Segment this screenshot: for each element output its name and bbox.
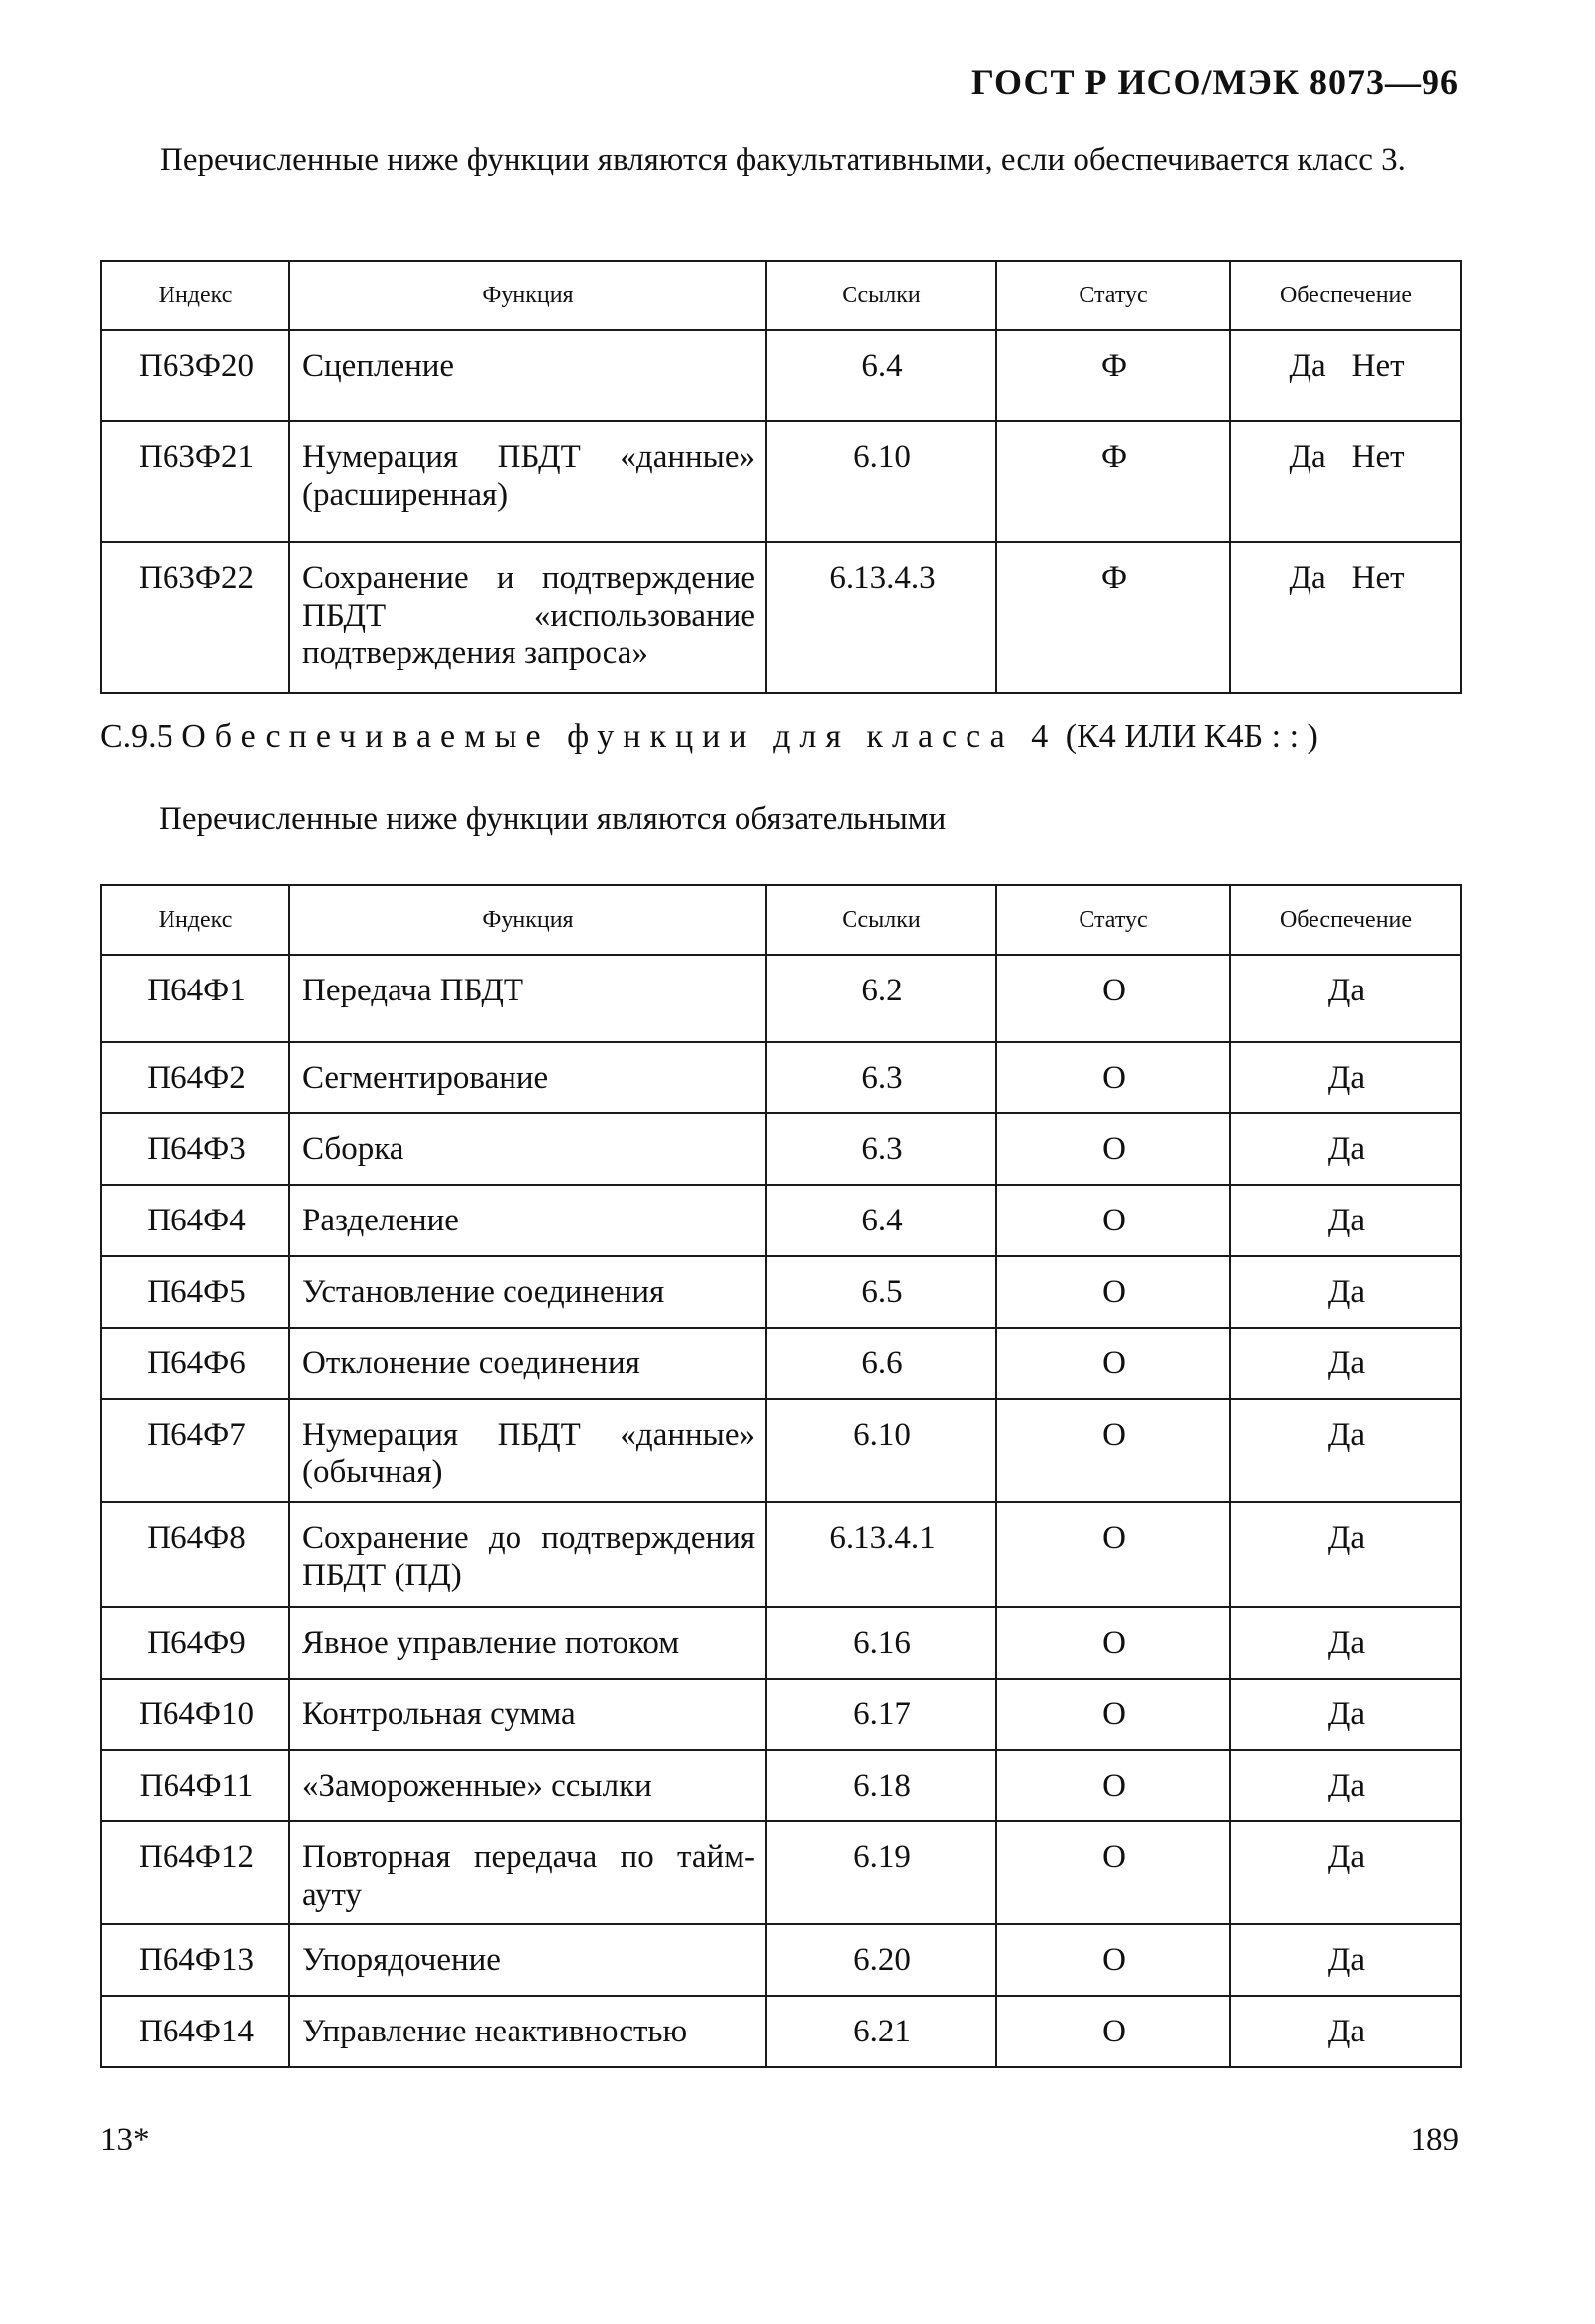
cell-index: П64Ф13 (101, 1924, 289, 1996)
cell-index: П64Ф9 (101, 1607, 289, 1679)
cell-function: Управление неактивностью (289, 1996, 766, 2067)
section-heading-c95 (100, 716, 1460, 757)
cell-status: Ф (996, 542, 1230, 693)
col-header-refs: Ссылки (766, 261, 996, 330)
cell-function: Нумерация ПБДТ «данные» (расширенная) (289, 421, 766, 542)
section-number: С.9.5 (100, 718, 173, 755)
cell-index: П64Ф4 (101, 1185, 289, 1256)
table-class3-optional (100, 260, 1462, 694)
cell-function: Сохранение до подтверждения ПБДТ (ПД) (289, 1502, 766, 1607)
page-header-title: ГОСТ Р ИСО/МЭК 8073—96 (971, 62, 1459, 102)
table-row (101, 1113, 1461, 1185)
cell-index: П64Ф2 (101, 1042, 289, 1113)
cell-ref: 6.5 (766, 1256, 996, 1328)
cell-provision: Да (1230, 1750, 1461, 1821)
section-title-tail: (К4 ИЛИ К4Б : : ) (1065, 718, 1318, 755)
cell-ref: 6.13.4.1 (766, 1502, 996, 1607)
cell-ref: 6.10 (766, 1399, 996, 1502)
cell-index: П64Ф14 (101, 1996, 289, 2067)
provision-yes: Да (1289, 439, 1326, 475)
table-row (101, 1607, 1461, 1679)
col-header-refs: Ссылки (766, 885, 996, 955)
cell-function: Передача ПБДТ (289, 955, 766, 1042)
cell-status: Ф (996, 330, 1230, 421)
cell-status: О (996, 1042, 1230, 1113)
table-row (101, 330, 1461, 421)
cell-function: Повторная передача по тайм-ауту (289, 1821, 766, 1924)
cell-provision: Да (1230, 1256, 1461, 1328)
cell-provision: Да (1230, 1821, 1461, 1924)
cell-function: «Замороженные» ссылки (289, 1750, 766, 1821)
cell-status: О (996, 1996, 1230, 2067)
cell-provision: Да (1230, 1328, 1461, 1399)
cell-index: П64Ф1 (101, 955, 289, 1042)
cell-index: П64Ф6 (101, 1328, 289, 1399)
cell-index: П64Ф5 (101, 1256, 289, 1328)
provision-no: Нет (1351, 560, 1405, 596)
intro-text: Перечисленные ниже функции являются факультативными, если обеспечивается класс 3. (160, 142, 1406, 177)
table-header-row (101, 885, 1461, 955)
cell-status: О (996, 1607, 1230, 1679)
cell-ref: 6.6 (766, 1328, 996, 1399)
cell-status: О (996, 1256, 1230, 1328)
cell-provision (1230, 542, 1461, 693)
cell-function: Нумерация ПБДТ «данные» (обычная) (289, 1399, 766, 1502)
table-row (101, 1256, 1461, 1328)
cell-provision: Да (1230, 955, 1461, 1042)
col-header-function: Функция (289, 261, 766, 330)
table-row (101, 421, 1461, 542)
cell-status: О (996, 955, 1230, 1042)
cell-function: Явное управление потоком (289, 1607, 766, 1679)
cell-index: П63Ф20 (101, 330, 289, 421)
cell-status: О (996, 1185, 1230, 1256)
cell-function: Сегментирование (289, 1042, 766, 1113)
cell-ref: 6.10 (766, 421, 996, 542)
col-header-status: Статус (996, 885, 1230, 955)
provision-yes: Да (1289, 560, 1326, 596)
cell-ref: 6.18 (766, 1750, 996, 1821)
cell-provision: Да (1230, 1113, 1461, 1185)
footer-signature-mark: 13* (100, 2122, 150, 2157)
cell-index: П64Ф10 (101, 1679, 289, 1750)
table-class4-mandatory (100, 884, 1462, 2068)
intro-paragraph-class3 (100, 139, 1458, 180)
provision-yes: Да (1289, 348, 1326, 384)
cell-function: Упорядочение (289, 1924, 766, 1996)
table-row (101, 1502, 1461, 1607)
cell-status: О (996, 1750, 1230, 1821)
table-row (101, 1399, 1461, 1502)
cell-ref: 6.20 (766, 1924, 996, 1996)
cell-provision (1230, 421, 1461, 542)
cell-provision (1230, 330, 1461, 421)
table-row (101, 1750, 1461, 1821)
table-row (101, 542, 1461, 693)
cell-ref: 6.3 (766, 1042, 996, 1113)
cell-function: Разделение (289, 1185, 766, 1256)
col-header-provision: Обеспечение (1230, 885, 1461, 955)
cell-status: Ф (996, 421, 1230, 542)
cell-status: О (996, 1679, 1230, 1750)
cell-provision: Да (1230, 1042, 1461, 1113)
cell-provision: Да (1230, 1399, 1461, 1502)
cell-ref: 6.4 (766, 330, 996, 421)
cell-ref: 6.13.4.3 (766, 542, 996, 693)
cell-ref: 6.3 (766, 1113, 996, 1185)
table-row (101, 955, 1461, 1042)
table-row (101, 1821, 1461, 1924)
table-row (101, 1679, 1461, 1750)
cell-function: Контрольная сумма (289, 1679, 766, 1750)
col-header-status: Статус (996, 261, 1230, 330)
cell-index: П63Ф22 (101, 542, 289, 693)
cell-function: Отклонение соединения (289, 1328, 766, 1399)
cell-status: О (996, 1399, 1230, 1502)
cell-provision: Да (1230, 1996, 1461, 2067)
table-row (101, 1924, 1461, 1996)
cell-status: О (996, 1502, 1230, 1607)
table-row (101, 1996, 1461, 2067)
cell-ref: 6.17 (766, 1679, 996, 1750)
cell-provision: Да (1230, 1924, 1461, 1996)
cell-ref: 6.4 (766, 1185, 996, 1256)
section-title: Обеспечиваемые функции для класса 4 (181, 718, 1058, 755)
cell-ref: 6.16 (766, 1607, 996, 1679)
cell-index: П64Ф7 (101, 1399, 289, 1502)
table-row (101, 1328, 1461, 1399)
col-header-index: Индекс (101, 885, 289, 955)
col-header-function: Функция (289, 885, 766, 955)
cell-ref: 6.21 (766, 1996, 996, 2067)
col-header-index: Индекс (101, 261, 289, 330)
table-header-row (101, 261, 1461, 330)
cell-status: О (996, 1328, 1230, 1399)
cell-function: Сборка (289, 1113, 766, 1185)
cell-function: Сохранение и подтверждение ПБДТ «использование подтверждения запроса» (289, 542, 766, 693)
cell-status: О (996, 1113, 1230, 1185)
cell-index: П64Ф8 (101, 1502, 289, 1607)
cell-status: О (996, 1821, 1230, 1924)
cell-provision: Да (1230, 1502, 1461, 1607)
cell-provision: Да (1230, 1185, 1461, 1256)
section-intro: Перечисленные ниже функции являются обязательными (159, 801, 947, 837)
cell-provision: Да (1230, 1679, 1461, 1750)
cell-ref: 6.19 (766, 1821, 996, 1924)
table-row (101, 1042, 1461, 1113)
provision-no: Нет (1351, 439, 1405, 475)
table2-body (101, 955, 1461, 2067)
cell-index: П64Ф12 (101, 1821, 289, 1924)
page-number: 189 (1410, 2122, 1459, 2157)
cell-index: П64Ф11 (101, 1750, 289, 1821)
cell-index: П64Ф3 (101, 1113, 289, 1185)
cell-index: П63Ф21 (101, 421, 289, 542)
cell-provision: Да (1230, 1607, 1461, 1679)
col-header-provision: Обеспечение (1230, 261, 1461, 330)
table-row (101, 1185, 1461, 1256)
cell-status: О (996, 1924, 1230, 1996)
cell-function: Установление соединения (289, 1256, 766, 1328)
provision-no: Нет (1351, 348, 1405, 384)
cell-ref: 6.2 (766, 955, 996, 1042)
cell-function: Сцепление (289, 330, 766, 421)
